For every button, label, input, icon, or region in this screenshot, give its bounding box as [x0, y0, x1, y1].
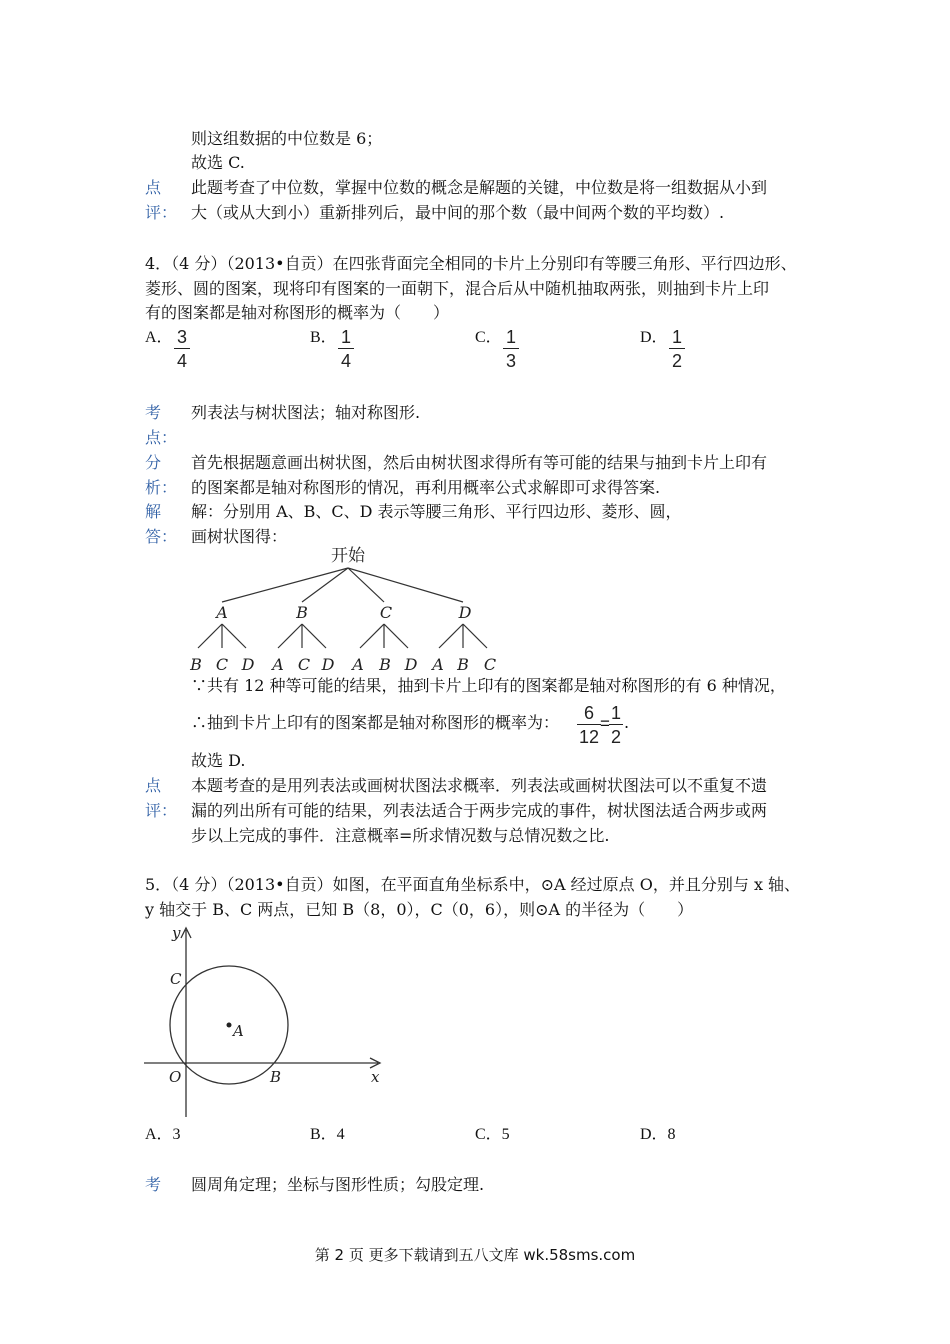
q4-kaodian-label-a: 考 — [145, 403, 162, 422]
fraction-bar — [174, 348, 190, 349]
q4-comment-line3: 步以上完成的事件．注意概率=所求情况数与总情况数之比. — [191, 826, 610, 845]
q4-option-b-fraction — [338, 328, 354, 370]
q4-fenxi-line1: 首先根据题意画出树状图，然后由树状图求得所有等可能的结果与抽到卡片上印有 — [191, 453, 768, 472]
tree-level1-node: A — [216, 603, 228, 622]
tree-level2-node: B — [190, 655, 202, 674]
q4-option-b-den: 4 — [340, 351, 351, 371]
q4-option-b-letter: B． — [310, 329, 337, 346]
tree-level2-branches — [198, 624, 487, 648]
q4-option-a-den: 4 — [176, 351, 187, 371]
q5-kaodian-label: 考 — [145, 1175, 162, 1194]
q4-option-c-letter: C． — [475, 329, 502, 346]
q4-option-a-fraction — [174, 328, 190, 370]
q4-result-frac1-num: 6 — [583, 703, 594, 723]
q4-fenxi-line2: 的图案都是轴对称图形的情况，再利用概率公式求解即可求得答案. — [191, 478, 661, 497]
tree-level2-node: D — [241, 655, 255, 674]
point-b-label: B — [270, 1068, 282, 1086]
q4-kaodian-text: 列表法与树状图法；轴对称图形. — [191, 403, 421, 422]
q3-comment-label-a: 点 — [145, 178, 162, 197]
tree-level2-node: C — [215, 655, 229, 674]
q3-comment-label-b: 评： — [145, 203, 178, 222]
tree-level2-node: A — [352, 655, 364, 674]
q4-result-line2: ∴抽到卡片上印有的图案都是轴对称图形的概率为： — [191, 713, 560, 732]
q4-comment-line1: 本题考查的是用列表法或画树状图法求概率．列表法或画树状图法可以不重复不遗 — [191, 776, 768, 795]
q4-jieda-line1: 解：分别用 A、B、C、D 表示等腰三角形、平行四边形、菱形、圆， — [191, 502, 682, 521]
tree-diagram — [180, 540, 510, 675]
q4-jieda-label-a: 解 — [145, 502, 162, 521]
q4-option-b-num: 1 — [340, 327, 351, 347]
q4-stem-line1: 4．（4 分）（2013•自贡）在四张背面完全相同的卡片上分别印有等腰三角形、平行四边形、 — [145, 254, 797, 273]
q4-comment-line2: 漏的列出所有可能的结果，列表法适合于两步完成的事件，树状图法适合两步或两 — [191, 801, 768, 820]
q5-option-a: A．3 — [145, 1126, 181, 1143]
tree-level2-node: D — [404, 655, 418, 674]
tree-level1-node: C — [379, 603, 393, 622]
fraction-bar — [609, 724, 623, 725]
q3-comment-line2: 大（或从大到小）重新排列后，最中间的那个数（最中间两个数的平均数）. — [191, 203, 725, 222]
tree-level2-node: B — [379, 655, 391, 674]
q4-result-frac2-num: 1 — [610, 703, 621, 723]
fraction-bar — [669, 348, 685, 349]
q4-comment-label-a: 点 — [145, 776, 162, 795]
q3-comment-line1: 此题考查了中位数，掌握中位数的概念是解题的关键，中位数是将一组数据从小到 — [191, 178, 768, 197]
q4-option-c-num: 1 — [505, 327, 516, 347]
point-a-label: A — [233, 1022, 244, 1040]
q4-stem-line3: 有的图案都是轴对称图形的概率为（ ） — [145, 303, 450, 322]
q4-option-a-letter: A． — [145, 329, 173, 346]
origin-label: O — [169, 1068, 182, 1086]
tree-level2-node: A — [272, 655, 284, 674]
q4-option-a-num: 3 — [176, 327, 187, 347]
q5-option-c: C．5 — [475, 1126, 510, 1143]
q4-option-d-num: 1 — [671, 327, 682, 347]
q3-choice-line: 故选 C. — [191, 153, 245, 172]
q5-option-b: B．4 — [310, 1126, 345, 1143]
tree-level1-node: D — [458, 603, 472, 622]
q4-fenxi-label-b: 析： — [145, 478, 178, 497]
fraction-bar — [577, 724, 601, 725]
q4-result-frac1-den: 12 — [578, 727, 600, 747]
q4-option-d-letter: D． — [640, 329, 668, 346]
tree-root-branches — [222, 568, 463, 602]
q4-comment-label-b: 评： — [145, 801, 178, 820]
coordinate-figure — [138, 922, 388, 1120]
tree-level2-node: A — [432, 655, 444, 674]
q4-jieda-line2: 画树状图得： — [191, 527, 288, 546]
q4-result-line1: ∵共有 12 种等可能的结果，抽到卡片上印有的图案都是轴对称图形的有 6 种情况， — [191, 676, 786, 695]
q4-option-c-fraction — [503, 328, 519, 370]
q4-result-choice: 故选 D. — [191, 751, 246, 770]
tree-root-label: 开始 — [331, 546, 365, 566]
center-point-a — [227, 1023, 232, 1028]
q5-option-d: D．8 — [640, 1126, 676, 1143]
q4-result-frac2-den: 2 — [610, 727, 621, 747]
fraction-bar — [338, 348, 354, 349]
q4-option-c-den: 3 — [505, 351, 516, 371]
tree-level2-node: B — [457, 655, 469, 674]
q4-fenxi-label-a: 分 — [145, 453, 162, 472]
q4-option-d-fraction — [669, 328, 685, 370]
q4-option-d-den: 2 — [671, 351, 682, 371]
y-axis-label: y — [172, 924, 181, 942]
q4-stem-line2: 菱形、圆的图案，现将印有图案的一面朝下，混合后从中随机抽取两张，则抽到卡片上印 — [145, 279, 770, 298]
q5-stem-line2: y 轴交于 B、C 两点，已知 B（8，0），C（0，6），则⊙A 的半径为（ ） — [145, 900, 694, 919]
tree-level2-node: D — [321, 655, 335, 674]
q4-result-equals: = — [600, 714, 610, 733]
point-c-label: C — [170, 970, 182, 988]
tree-level2-node: C — [483, 655, 497, 674]
tree-level1-node: B — [296, 603, 308, 622]
q4-result-fraction-1 — [577, 704, 601, 746]
tree-level2-node: C — [297, 655, 311, 674]
fraction-bar — [503, 348, 519, 349]
q3-answer-line: 则这组数据的中位数是 6； — [191, 129, 383, 148]
q4-kaodian-label-b: 点： — [145, 428, 178, 447]
page-footer: 第 2 页 更多下载请到五八文库 wk.58sms.com — [314, 1246, 636, 1264]
q5-stem-line1: 5．（4 分）（2013•自贡）如图，在平面直角坐标系中，⊙A 经过原点 O，并且分别与 x 轴、 — [145, 875, 801, 894]
q4-result-fraction-2 — [609, 704, 623, 746]
q5-kaodian-text: 圆周角定理；坐标与图形性质；勾股定理. — [191, 1175, 485, 1194]
q4-result-period: . — [624, 713, 630, 732]
x-axis-label: x — [371, 1068, 380, 1086]
q4-jieda-label-b: 答： — [145, 527, 178, 546]
